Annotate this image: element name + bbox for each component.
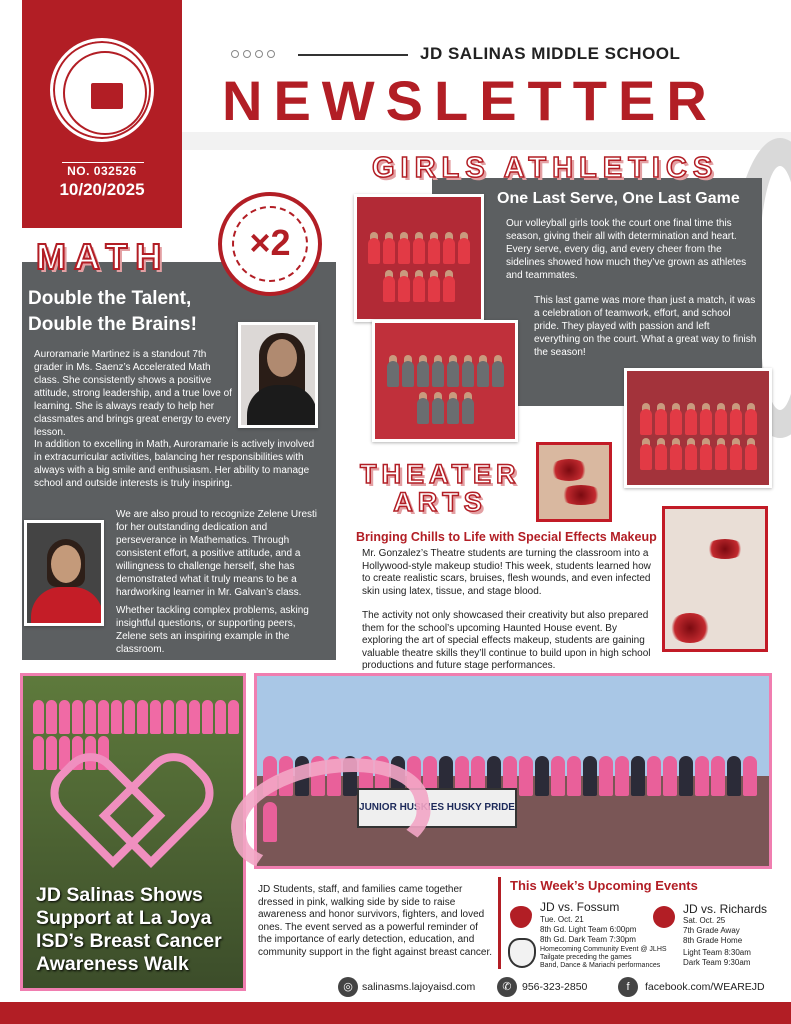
math-paragraph: Auroramarie Martinez is a standout 7th grader in Ms. Saenz’s Accelerated Math class. She consistently shows a positive attitude, strong leadership, and a true love of learning. She is always ready to help her classmates and brings great energy to every lesson.: [34, 349, 232, 438]
district-logo: [50, 38, 154, 142]
facebook-link[interactable]: facebook.com/WEAREJD: [645, 981, 765, 993]
math-paragraph: We are also proud to recognize Zelene Uresti for her outstanding dedication and perseverance in Mathematics. Through consistent effort, a positive attitude, and a willingness to challenge herself, she has demonstrated what it truly means to be a hardworking learner in Mr. Galvan’s class.: [116, 509, 318, 598]
event-name: JD vs. Richards: [683, 902, 768, 916]
math-heading: MATH: [36, 236, 170, 277]
athletics-paragraph: This last game was more than just a match, it was a celebration of teamwork, effort, and school pride. They played with passion and left everything on the court. What a great way to finish the season!: [534, 295, 757, 358]
event-detail: 8th Gd. Light Team 6:00pm: [540, 925, 637, 934]
husky-pride-banner: JUNIOR HUSKIES HUSKY PRIDE: [357, 788, 517, 828]
student-photo-auroramarie: [238, 322, 318, 428]
event-note: Homecoming Community Event @ JLHS: [540, 946, 667, 953]
event-note: Band, Dance & Mariachi performances: [540, 962, 661, 969]
events-title: This Week’s Upcoming Events: [510, 878, 698, 893]
student-photo-zelene: [24, 520, 104, 626]
math-paragraph: Whether tackling complex problems, asking insightful questions, or supporting peers, Zelene sets an inspiring example in the classroom.: [116, 605, 309, 655]
phone-icon: ✆: [497, 977, 517, 997]
event-detail: 7th Grade Away: [683, 926, 740, 935]
event-name: JD vs. Fossum: [540, 900, 620, 914]
logo-seal: [63, 51, 147, 135]
athletics-paragraph: Our volleyball girls took the court one final time this season, giving their all with determination and heart. Every serve, every dig, and every cheer from the sidelines showed how much they’ve grown as athletes and teammates.: [506, 218, 747, 281]
events-accent-bar: [498, 877, 501, 969]
times-two-badge: [218, 192, 322, 296]
event-date: Sat. Oct. 25: [683, 916, 726, 925]
volleyball-team-photo: [372, 320, 518, 442]
athletics-heading: GIRLS ATHLETICS: [372, 152, 719, 184]
issue-divider: [62, 162, 144, 163]
volleyball-icon: [653, 906, 675, 928]
heart-flowers: [77, 762, 187, 872]
walk-title: JD Salinas Shows Support at La Joya ISD’s Breast Cancer Awareness Walk: [36, 884, 222, 975]
event-date: Tue. Oct. 21: [540, 915, 584, 924]
header-band: [182, 132, 791, 150]
volleyball-team-photo: [624, 368, 772, 488]
athletics-subheading: One Last Serve, One Last Game: [497, 190, 740, 207]
walk-paragraph: JD Students, staff, and families came together dressed in pink, walking side by side to raise awareness and honor survivors, fighters, and loved ones. The event served as a powerful reminder of the importance of early detection, education, and community support in the fight against breast cancer.: [258, 884, 493, 958]
event-note: Tailgate preceding the games: [540, 954, 632, 961]
event-detail: Dark Team 9:30am: [683, 958, 751, 967]
football-icon: [510, 906, 532, 928]
theater-heading: THEATER ARTS: [360, 459, 521, 517]
issue-date: 10/20/2025: [59, 180, 145, 199]
volleyball-team-photo: [354, 194, 484, 322]
website-link[interactable]: salinasms.lajoyaisd.com: [362, 981, 476, 993]
badge-text: ×2: [249, 222, 291, 263]
event-detail: 8th Gd. Dark Team 7:30pm: [540, 935, 636, 944]
newsletter-title: NEWSLETTER: [222, 69, 718, 132]
header-rule: [298, 54, 408, 56]
facebook-icon: f: [618, 977, 638, 997]
husky-mascot-icon: [508, 938, 536, 968]
theater-paragraph: Mr. Gonzalez’s Theatre students are turning the classroom into a Hollywood-style makeup studio! This week, students learned how to create realistic scars, bruises, flesh wounds, and even infected skin using latex, tissue, and stage blood.: [362, 548, 651, 597]
globe-icon: ◎: [338, 977, 358, 997]
math-paragraph: In addition to excelling in Math, Auroramarie is actively involved in extracurricular activities, balancing her responsibilities with always with a big smile and enthusiasm. Her ability to manage school and outside interests is truly inspiring.: [34, 439, 315, 489]
theater-paragraph: The activity not only showcased their creativity but also prepared them for the school’s upcoming Haunted House event. By exploring the art of special effects makeup, students are gaining valuable theatre skills they’ll continue to build upon in high school productions and future stage performances.: [362, 610, 651, 671]
issue-number: NO. 032526: [67, 164, 137, 178]
makeup-effects-photo: [662, 506, 768, 652]
school-building-icon: [91, 83, 123, 109]
phone-number[interactable]: 956-323-2850: [522, 981, 588, 993]
event-detail: Light Team 8:30am: [683, 948, 751, 957]
school-name: JD SALINAS MIDDLE SCHOOL: [420, 44, 681, 63]
theater-subheading: Bringing Chills to Life with Special Effects Makeup: [356, 530, 657, 544]
footer-bar: [0, 1002, 791, 1024]
decorative-dots: [231, 50, 275, 58]
makeup-effects-photo: [536, 442, 612, 522]
event-detail: 8th Grade Home: [683, 936, 743, 945]
math-subheading: Double the Talent, Double the Brains!: [28, 288, 197, 335]
